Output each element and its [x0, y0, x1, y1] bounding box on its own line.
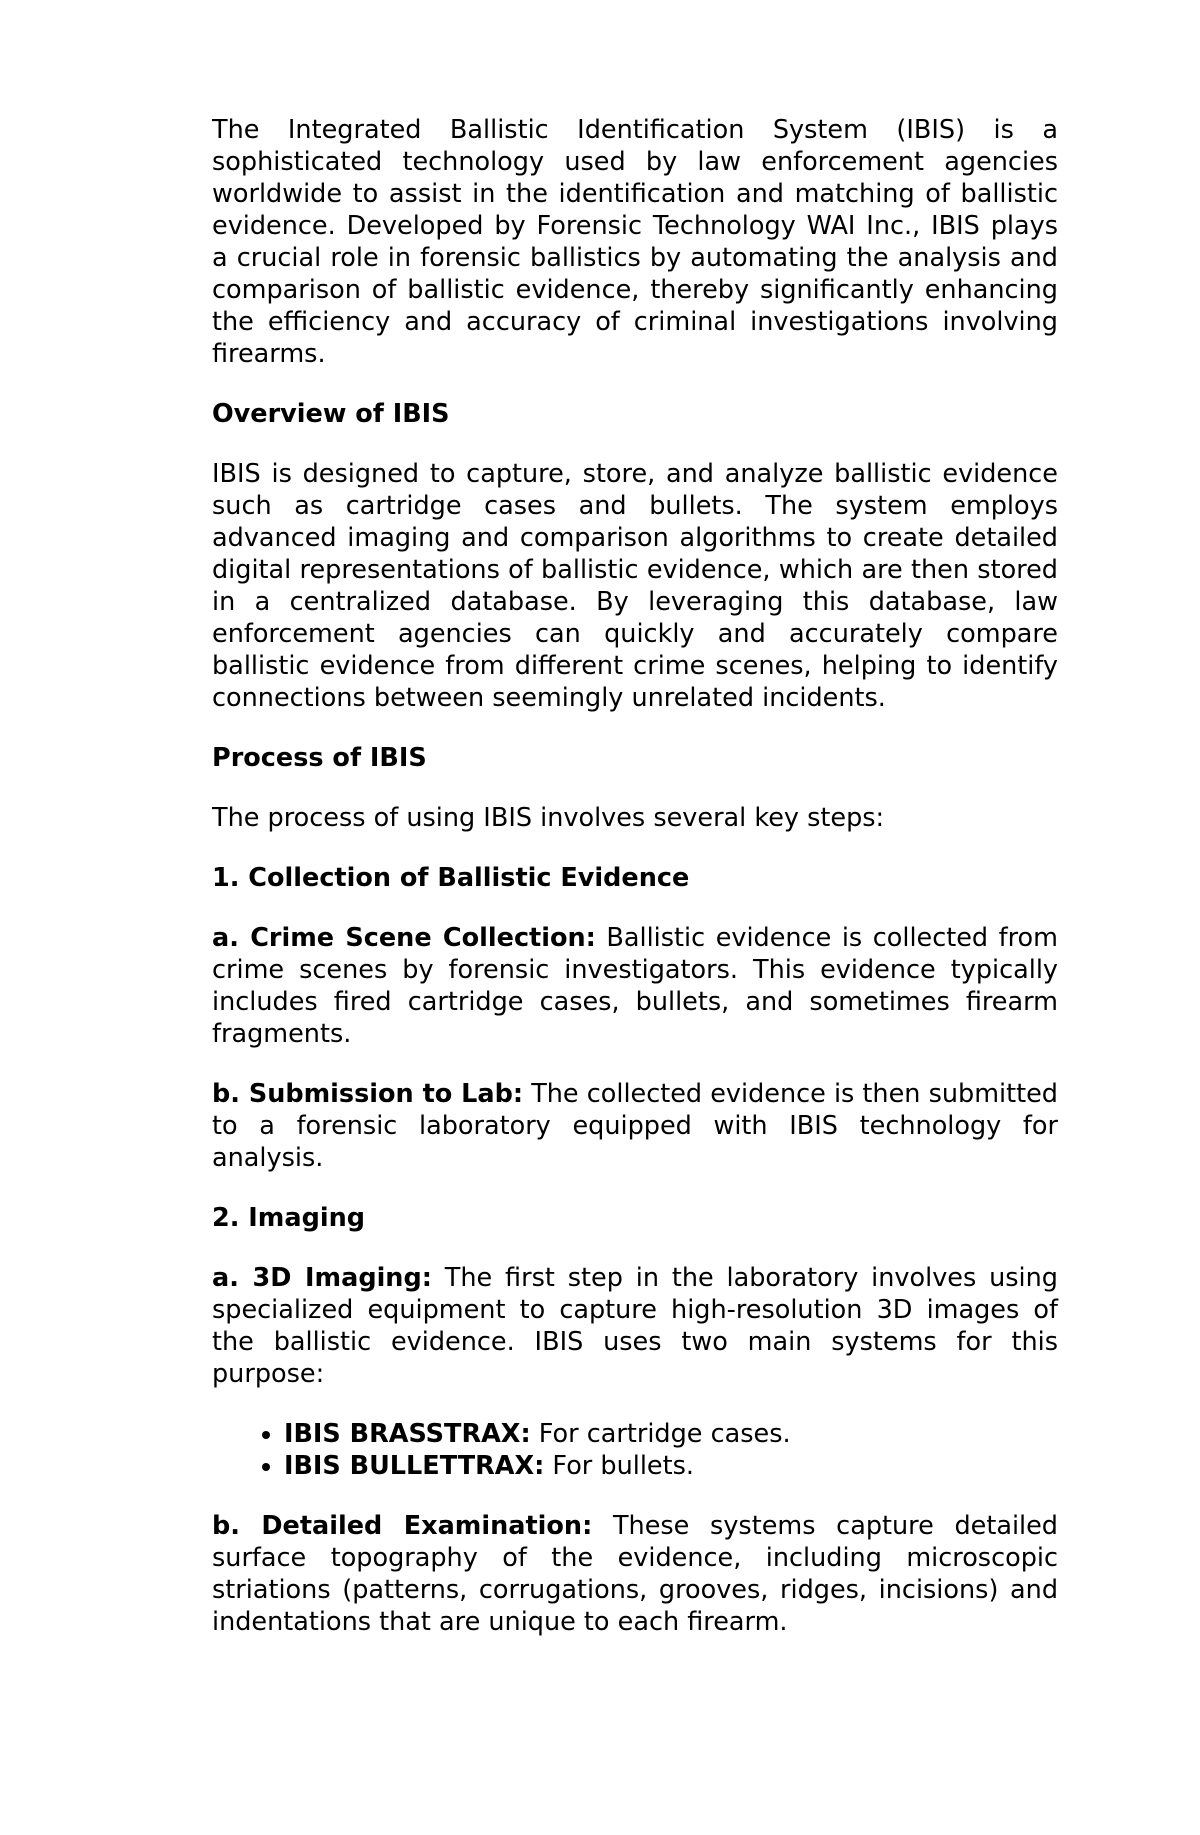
step2-b-paragraph [212, 1510, 1058, 1638]
step2-b-label: b. Detailed Examination: [212, 1511, 593, 1541]
step2-a-text: The first step in the laboratory involves using specialized equipment to capture high-resolution 3D images of the ballistic evidence. IBIS uses two main systems for this purpose: [212, 1263, 1058, 1389]
step1-a-paragraph [212, 922, 1058, 1050]
process-intro: The process of using IBIS involves several key steps: [212, 803, 885, 833]
list-item [284, 1418, 1058, 1450]
list-item-text: For cartridge cases. [530, 1419, 791, 1449]
imaging-systems-list [212, 1418, 1058, 1482]
intro-paragraph: The Integrated Ballistic Identification System (IBIS) is a sophisticated technology used by law enforcement agencies worldwide to assist in the identification and matching of ballistic evidence. Developed by Forensic Technology WAI Inc., IBIS plays a crucial role in forensic ballistics by automating the analysis and comparison of ballistic evidence, thereby significantly enhancing the efficiency and accuracy of criminal investigations involving firearms. [212, 115, 1058, 369]
process-heading: Process of IBIS [212, 743, 427, 773]
step1-b-paragraph [212, 1078, 1058, 1174]
step2-a-paragraph [212, 1262, 1058, 1390]
document-page [212, 114, 1058, 1666]
list-item [284, 1450, 1058, 1482]
list-item-text: For bullets. [544, 1451, 694, 1481]
list-item-label: IBIS BULLETTRAX: [284, 1451, 545, 1481]
step2-heading: 2. Imaging [212, 1203, 365, 1233]
step1-a-text: Ballistic evidence is collected from crime scenes by forensic investigators. This evidence typically includes fired cartridge cases, bullets, and sometimes firearm fragments. [212, 923, 1058, 1049]
step1-b-label: b. Submission to Lab: [212, 1079, 524, 1109]
step1-heading: 1. Collection of Ballistic Evidence [212, 863, 690, 893]
step1-a-label: a. Crime Scene Collection: [212, 923, 596, 953]
overview-paragraph: IBIS is designed to capture, store, and analyze ballistic evidence such as cartridge cases and bullets. The system employs advanced imaging and comparison algorithms to create detailed digital representations of ballistic evidence, which are then stored in a centralized database. By leveraging this database, law enforcement agencies can quickly and accurately compare ballistic evidence from different crime scenes, helping to identify connections between seemingly unrelated incidents. [212, 459, 1058, 713]
step2-a-label: a. 3D Imaging: [212, 1263, 432, 1293]
overview-heading: Overview of IBIS [212, 399, 450, 429]
step2-b-text: These systems capture detailed surface topography of the evidence, including microscopic striations (patterns, corrugations, grooves, ridges, incisions) and indentations that are unique to each firearm. [212, 1511, 1058, 1637]
list-item-label: IBIS BRASSTRAX: [284, 1419, 531, 1449]
step1-b-text: The collected evidence is then submitted to a forensic laboratory equipped with IBIS technology for analysis. [212, 1079, 1058, 1173]
